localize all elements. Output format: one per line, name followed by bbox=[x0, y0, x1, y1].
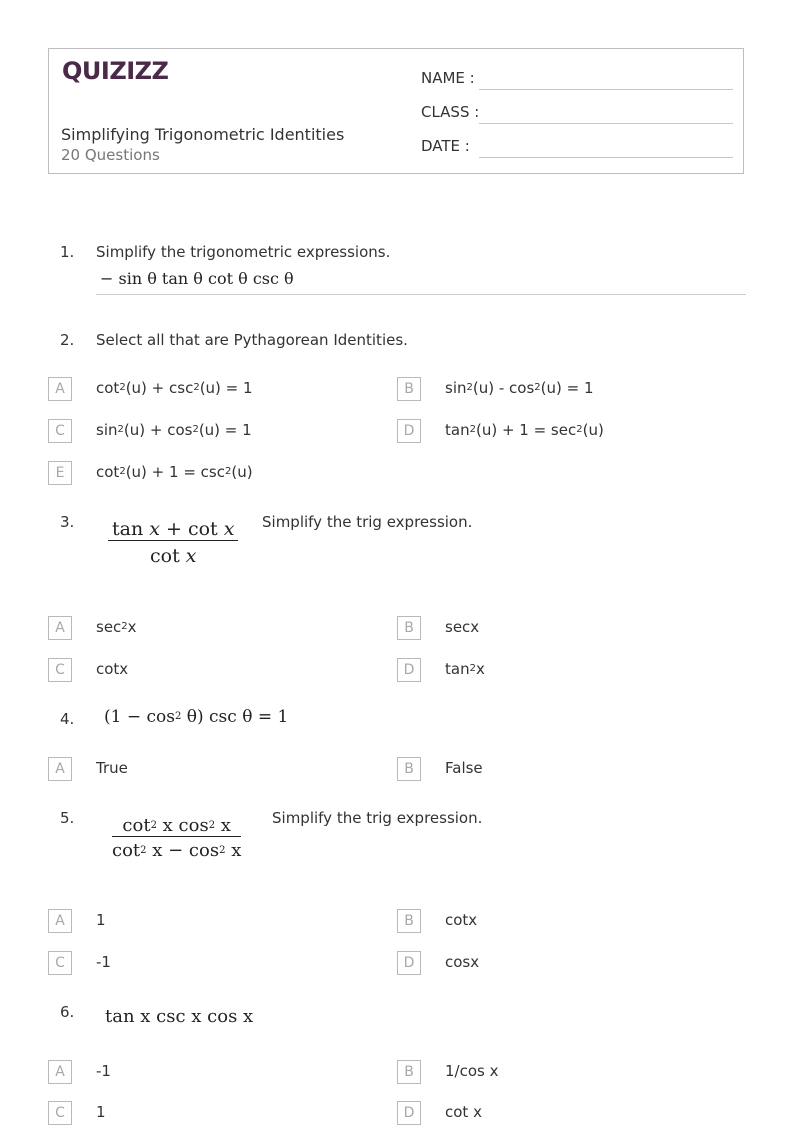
option-c-box[interactable]: C bbox=[48, 419, 72, 443]
option-a-box[interactable]: A bbox=[48, 377, 72, 401]
question-text: Simplify the trig expression. bbox=[272, 809, 483, 827]
question-number: 4. bbox=[60, 710, 75, 728]
fraction-bar bbox=[108, 540, 238, 541]
option-c-box[interactable]: C bbox=[48, 951, 72, 975]
answer-line[interactable] bbox=[96, 294, 746, 295]
question-number: 5. bbox=[60, 809, 75, 827]
name-label: NAME : bbox=[421, 69, 475, 87]
worksheet-title: Simplifying Trigonometric Identities bbox=[61, 125, 345, 144]
question-number: 1. bbox=[60, 243, 75, 261]
option-c-text: -1 bbox=[96, 953, 111, 971]
fraction-expression bbox=[112, 815, 241, 861]
option-b-box[interactable]: B bbox=[397, 377, 421, 401]
option-c-box[interactable]: C bbox=[48, 1101, 72, 1125]
question-text: Select all that are Pythagorean Identities. bbox=[96, 331, 408, 349]
option-b-text: 1/cos x bbox=[445, 1062, 499, 1080]
option-d-text: cot x bbox=[445, 1103, 482, 1121]
option-d-text: $\tan^2x$ bbox=[445, 660, 485, 678]
option-e-box[interactable]: E bbox=[48, 461, 72, 485]
date-field[interactable] bbox=[479, 157, 733, 158]
class-field[interactable] bbox=[479, 123, 733, 124]
option-b-box[interactable]: B bbox=[397, 616, 421, 640]
option-a-box[interactable]: A bbox=[48, 1060, 72, 1084]
fraction-numerator: $\cot^2 x$ $\cos^2 x$ bbox=[122, 815, 231, 836]
name-field[interactable] bbox=[479, 89, 733, 90]
fraction-expression bbox=[108, 518, 238, 567]
option-c-text: cotx bbox=[96, 660, 129, 678]
option-c-text: 1 bbox=[96, 1103, 106, 1121]
question-number: 2. bbox=[60, 331, 75, 349]
option-a-text: $\sec^2x$ bbox=[96, 618, 137, 636]
fraction-bar bbox=[112, 836, 241, 837]
question-expression: tan x csc x cos x bbox=[105, 1006, 254, 1027]
option-a-box[interactable]: A bbox=[48, 909, 72, 933]
option-d-box[interactable]: D bbox=[397, 1101, 421, 1125]
option-b-box[interactable]: B bbox=[397, 909, 421, 933]
option-e-text: $\cot^2(u) + 1 = \csc^2(u)$ bbox=[96, 463, 253, 481]
option-b-box[interactable]: B bbox=[397, 1060, 421, 1084]
date-label: DATE : bbox=[421, 137, 470, 155]
fraction-numerator: tan x + cot x bbox=[112, 518, 235, 540]
option-a-box[interactable]: A bbox=[48, 757, 72, 781]
option-d-text: cosx bbox=[445, 953, 480, 971]
question-text: Simplify the trig expression. bbox=[262, 513, 473, 531]
option-b-text: secx bbox=[445, 618, 480, 636]
question-expression: $(1 - \cos^2 \theta)$ csc θ = 1 bbox=[104, 707, 289, 727]
question-number: 6. bbox=[60, 1003, 75, 1021]
option-b-box[interactable]: B bbox=[397, 757, 421, 781]
option-b-text: cotx bbox=[445, 911, 478, 929]
option-c-text: $\sin^2(u) + \cos^2(u) = 1$ bbox=[96, 421, 252, 439]
option-a-text: $\cot^2(u) + \csc^2(u) = 1$ bbox=[96, 379, 253, 397]
quizizz-logo: QUIZIZZ bbox=[62, 57, 169, 85]
fraction-denominator: $\cot^2 x - \cos^2 x$ bbox=[112, 840, 242, 861]
option-d-box[interactable]: D bbox=[397, 951, 421, 975]
option-d-text: $\tan^2(u) + 1 = \sec^2(u)$ bbox=[445, 421, 604, 439]
option-b-text: False bbox=[445, 759, 483, 777]
option-c-box[interactable]: C bbox=[48, 658, 72, 682]
question-expression: − sin θ tan θ cot θ csc θ bbox=[100, 269, 294, 288]
worksheet-header bbox=[48, 48, 744, 174]
option-b-text: $\sin^2(u) - \cos^2(u) = 1$ bbox=[445, 379, 594, 397]
option-d-box[interactable]: D bbox=[397, 658, 421, 682]
option-a-box[interactable]: A bbox=[48, 616, 72, 640]
question-number: 3. bbox=[60, 513, 75, 531]
fraction-denominator: cot x bbox=[149, 545, 197, 567]
question-text: Simplify the trigonometric expressions. bbox=[96, 243, 391, 261]
question-count: 20 Questions bbox=[61, 146, 160, 164]
option-a-text: -1 bbox=[96, 1062, 111, 1080]
option-a-text: 1 bbox=[96, 911, 106, 929]
option-a-text: True bbox=[96, 759, 128, 777]
class-label: CLASS : bbox=[421, 103, 480, 121]
option-d-box[interactable]: D bbox=[397, 419, 421, 443]
